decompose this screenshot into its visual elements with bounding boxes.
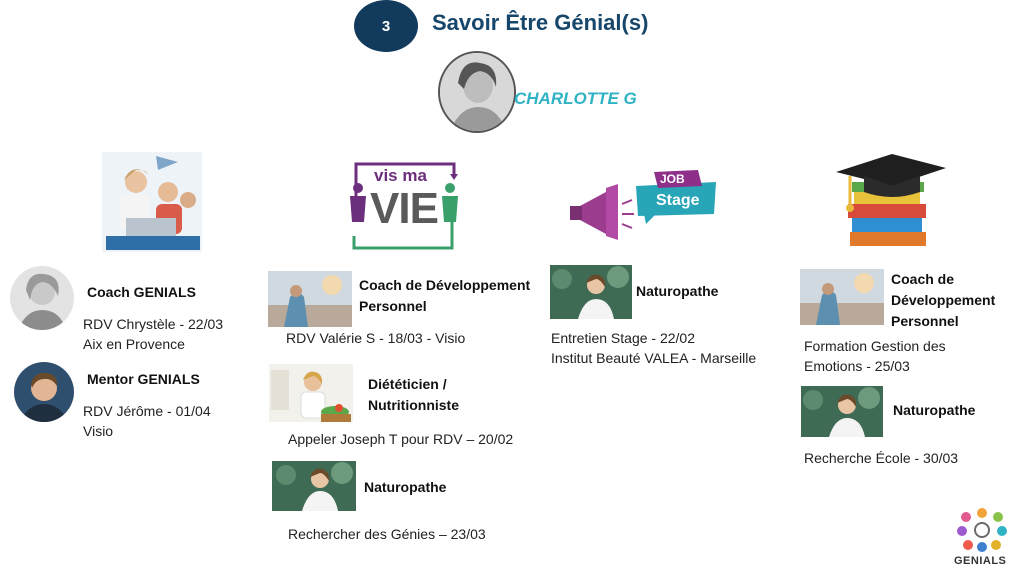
naturopathe-col3-line-2: Institut Beauté VALEA - Marseille [551,350,757,366]
mentor-avatar [14,362,74,422]
naturopathe-photo-col3 [550,265,632,319]
coach-dev-title-2: Personnel [359,298,427,314]
dieteticien-line: Appeler Joseph T pour RDV – 20/02 [288,431,514,447]
step-number: 3 [381,17,391,35]
stage-label: Stage [656,192,700,209]
genials-logo [952,505,1012,567]
mentor-genials-title: Mentor GENIALS [87,371,200,387]
genials-logo-text: GENIALS [954,555,1007,567]
graduation-illustration [830,146,950,254]
naturopathe-line-col2: Rechercher des Génies – 23/03 [288,526,486,542]
coach-dev-col4-line-2: Emotions - 25/03 [804,358,910,374]
coach-dev-col4-title-1: Coach de [891,271,955,287]
students-illustration [96,148,206,256]
coach-dev-col4-title-3: Personnel [891,313,959,329]
naturopathe-photo-col4 [801,386,883,437]
mentor-line-1: RDV Jérôme - 01/04 [83,403,211,419]
page-title: Savoir Être Génial(s) [432,10,649,35]
coach-dev-photo [268,271,352,327]
coach-avatar [10,266,74,330]
mentor-line-2: Visio [83,423,114,439]
job-label: JOB [660,172,685,186]
step-badge [354,0,418,52]
naturopathe-title-col4: Naturopathe [893,402,976,418]
dieteticien-title-1: Diététicien / [368,376,447,392]
naturopathe-col3-line-1: Entretien Stage - 22/02 [551,330,695,346]
vie-label: VIE [370,184,438,233]
vis-ma-label: vis ma [374,166,427,185]
job-stage-illustration [566,168,722,246]
vis-ma-vie-logo [346,156,462,252]
coach-dev-line: RDV Valérie S - 18/03 - Visio [286,330,466,346]
naturopathe-title-col3: Naturopathe [636,283,719,299]
coach-genials-title: Coach GENIALS [87,284,196,300]
coach-dev-col4-title-2: Développement [891,292,996,308]
coach-dev-title-1: Coach de Développement [359,277,531,293]
coach-line-1: RDV Chrystèle - 22/03 [83,316,224,332]
coach-line-2: Aix en Provence [83,336,185,352]
profile-name: CHARLOTTE G [514,89,637,108]
coach-dev-col4-line-1: Formation Gestion des [804,338,946,354]
naturopathe-title-col2: Naturopathe [364,479,447,495]
coach-dev-photo-col4 [800,269,884,325]
naturopathe-col4-line: Recherche École - 30/03 [804,450,959,466]
profile-avatar [438,51,516,133]
dieteticien-photo [269,364,353,422]
naturopathe-photo-col2 [272,461,356,511]
dieteticien-title-2: Nutritionniste [368,397,459,413]
